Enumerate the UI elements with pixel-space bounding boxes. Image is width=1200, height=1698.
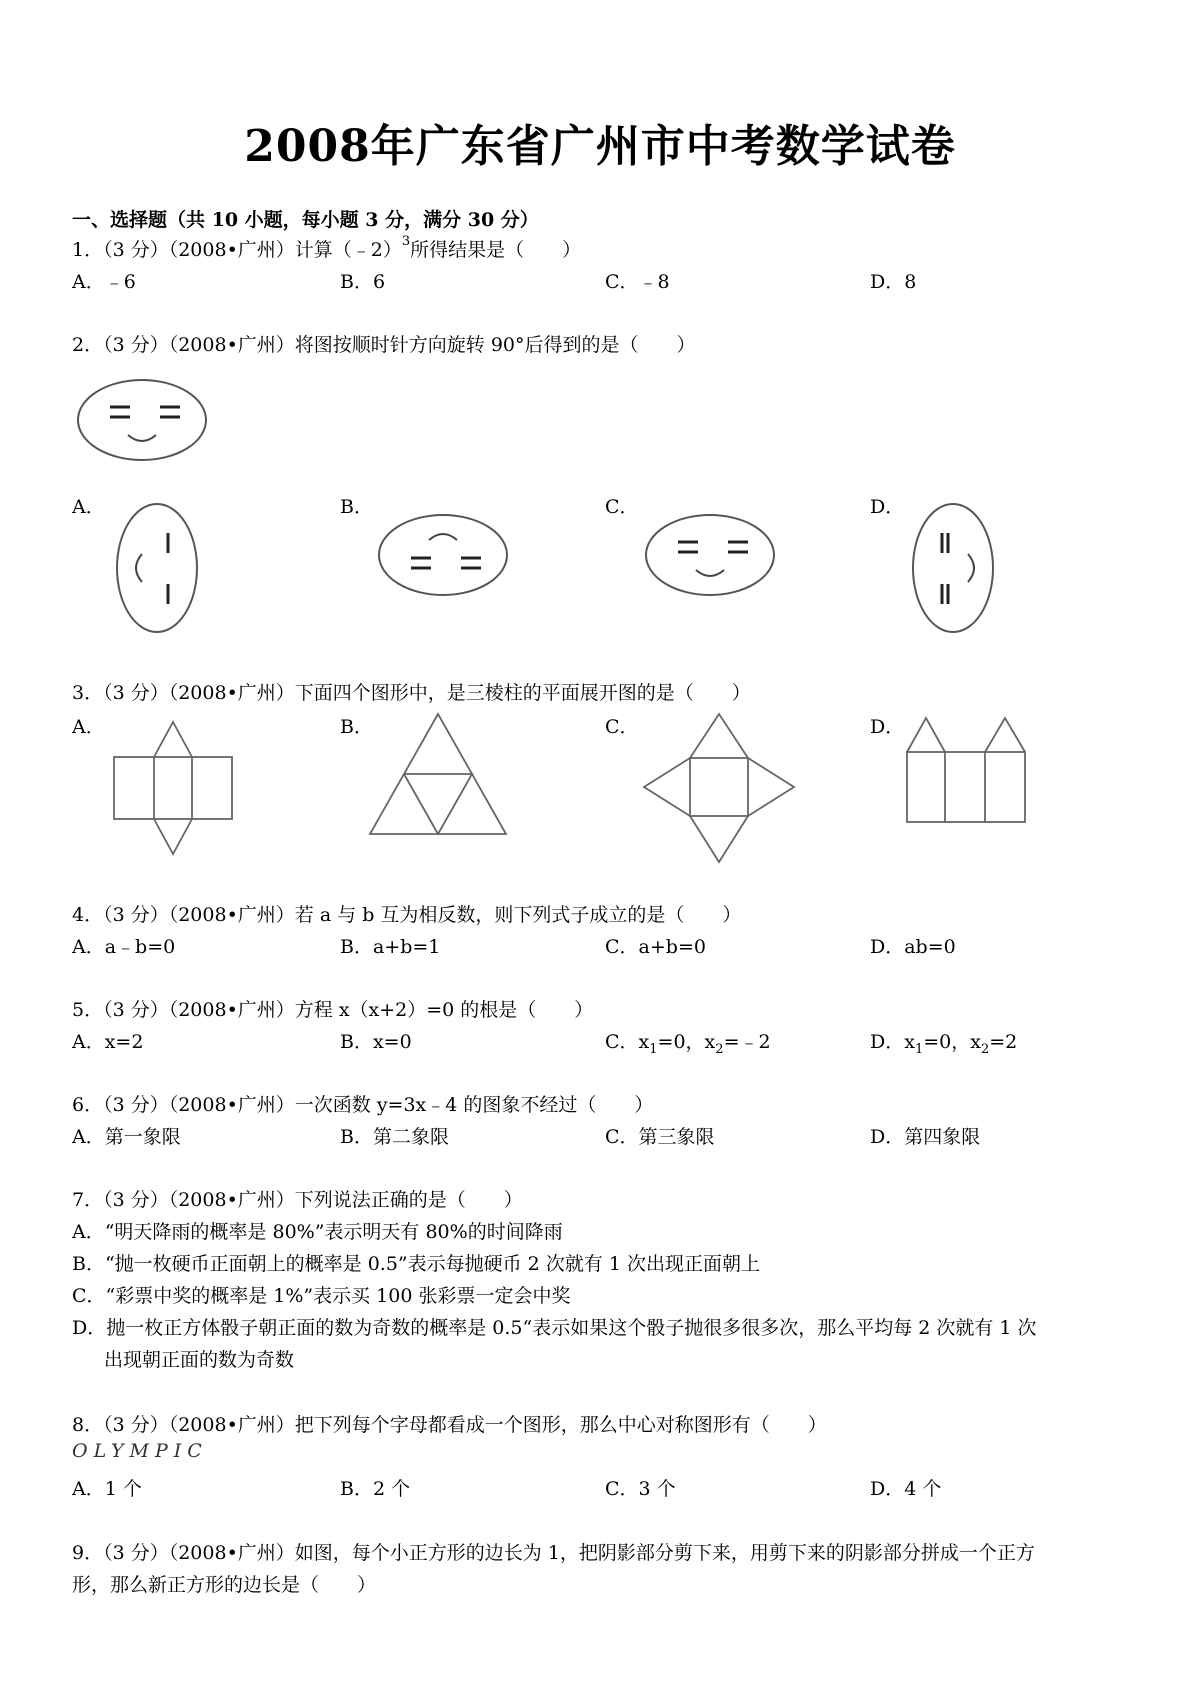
q3-option-c-label: C． bbox=[605, 716, 639, 738]
q7-option-d: D．抛一枚正方体骰子朝正面的数为奇数的概率是 0.5“表示如果这个骰子抛很多很多次，那么平均每 2 次就有 1 次 bbox=[72, 1317, 1037, 1339]
q2-option-a-label: A． bbox=[72, 496, 105, 518]
question-9-line-1: 9．（3 分）（2008•广州）如图，每个小正方形的边长为 1，把阴影部分剪下来，用剪下来的阴影部分拼成一个正方 bbox=[72, 1542, 1035, 1564]
q3-option-a-figure bbox=[112, 712, 237, 862]
question-7: 7．（3 分）（2008•广州）下列说法正确的是（ ） bbox=[72, 1189, 523, 1211]
q3-option-a-label: A． bbox=[72, 716, 105, 738]
q5-c-sub1: 1 bbox=[649, 1041, 658, 1057]
q5-option-b: B．x=0 bbox=[340, 1031, 412, 1053]
q6-option-b: B．第二象限 bbox=[340, 1126, 449, 1148]
q2-option-d-figure bbox=[908, 498, 998, 638]
q1-option-c: C．﹣8 bbox=[605, 271, 670, 293]
q1-option-b: B．6 bbox=[340, 271, 386, 293]
question-4: 4．（3 分）（2008•广州）若 a 与 b 互为相反数，则下列式子成立的是（ ） bbox=[72, 904, 742, 926]
q4-option-c: C．a+b=0 bbox=[605, 936, 706, 958]
q7-option-d-continued: 出现朝正面的数为奇数 bbox=[104, 1349, 295, 1371]
q8-option-d: D．4 个 bbox=[870, 1478, 942, 1500]
q1-option-d: D．8 bbox=[870, 271, 917, 293]
q6-option-c: C．第三象限 bbox=[605, 1126, 715, 1148]
q5-option-d bbox=[870, 1027, 1017, 1057]
q5-c-end: =﹣2 bbox=[723, 1031, 771, 1053]
q4-option-b: B．a+b=1 bbox=[340, 936, 441, 958]
question-1-exponent: 3 bbox=[401, 233, 411, 249]
q1-option-a: A．﹣6 bbox=[72, 271, 136, 293]
q4-option-a: A．a﹣b=0 bbox=[72, 936, 176, 958]
q2-original-face-figure bbox=[72, 375, 212, 465]
q7-option-a: A．“明天降雨的概率是 80%”表示明天有 80%的时间降雨 bbox=[72, 1221, 563, 1243]
q8-option-c: C．3 个 bbox=[605, 1478, 676, 1500]
q5-option-c bbox=[605, 1027, 771, 1057]
q4-option-d: D．ab=0 bbox=[870, 936, 956, 958]
q8-option-b: B．2 个 bbox=[340, 1478, 411, 1500]
section-heading: 一、选择题（共 10 小题，每小题 3 分，满分 30 分） bbox=[72, 209, 539, 231]
q3-option-c-figure bbox=[640, 712, 800, 867]
q8-option-a: A．1 个 bbox=[72, 1478, 142, 1500]
q2-option-b-figure bbox=[373, 510, 513, 600]
q5-option-a: A．x=2 bbox=[72, 1031, 144, 1053]
q5-c-sub2: 2 bbox=[715, 1041, 724, 1057]
q5-c-prefix: C．x bbox=[605, 1031, 650, 1053]
q5-d-sub1: 1 bbox=[914, 1041, 924, 1057]
q3-option-b-figure bbox=[368, 712, 508, 842]
question-3: 3．（3 分）（2008•广州）下面四个图形中，是三棱柱的平面展开图的是（ ） bbox=[72, 682, 751, 704]
q3-option-d-figure bbox=[905, 712, 1030, 827]
q3-option-d-label: D． bbox=[870, 716, 905, 738]
q3-option-b-label: B． bbox=[340, 716, 373, 738]
q2-option-c-label: C． bbox=[605, 496, 639, 518]
question-9-line-2: 形，那么新正方形的边长是（ ） bbox=[72, 1574, 377, 1596]
question-2: 2．（3 分）（2008•广州）将图按顺时针方向旋转 90°后得到的是（ ） bbox=[72, 334, 696, 356]
q5-d-sub2: 2 bbox=[980, 1041, 990, 1057]
q2-option-a-figure bbox=[112, 498, 202, 638]
question-1-stem: 1．（3 分）（2008•广州）计算（﹣2） bbox=[72, 239, 402, 261]
q2-option-d-label: D． bbox=[870, 496, 905, 518]
q2-option-c-figure bbox=[640, 510, 780, 600]
page-title: 2008年广东省广州市中考数学试卷 bbox=[244, 121, 956, 172]
question-1-stem-end: 所得结果是（ ） bbox=[410, 239, 582, 261]
q5-c-mid: =0，x bbox=[657, 1031, 716, 1053]
q5-d-mid: =0，x bbox=[923, 1031, 981, 1053]
q6-option-d: D．第四象限 bbox=[870, 1126, 981, 1148]
q2-option-b-label: B． bbox=[340, 496, 373, 518]
q8-letters-figure: OLYMPIC bbox=[72, 1440, 208, 1462]
q5-d-prefix: D．x bbox=[870, 1031, 915, 1053]
question-8: 8．（3 分）（2008•广州）把下列每个字母都看成一个图形，那么中心对称图形有（ ） bbox=[72, 1414, 827, 1436]
q7-option-b: B．“抛一枚硬币正面朝上的概率是 0.5”表示每抛硬币 2 次就有 1 次出现正面朝上 bbox=[72, 1253, 760, 1275]
q6-option-a: A．第一象限 bbox=[72, 1126, 181, 1148]
q7-option-c: C．“彩票中奖的概率是 1%”表示买 100 张彩票一定会中奖 bbox=[72, 1285, 571, 1307]
question-5: 5．（3 分）（2008•广州）方程 x（x+2）=0 的根是（ ） bbox=[72, 999, 594, 1021]
q5-d-end: =2 bbox=[989, 1031, 1018, 1053]
question-6: 6．（3 分）（2008•广州）一次函数 y=3x﹣4 的图象不经过（ ） bbox=[72, 1094, 654, 1116]
question-1 bbox=[72, 235, 581, 262]
